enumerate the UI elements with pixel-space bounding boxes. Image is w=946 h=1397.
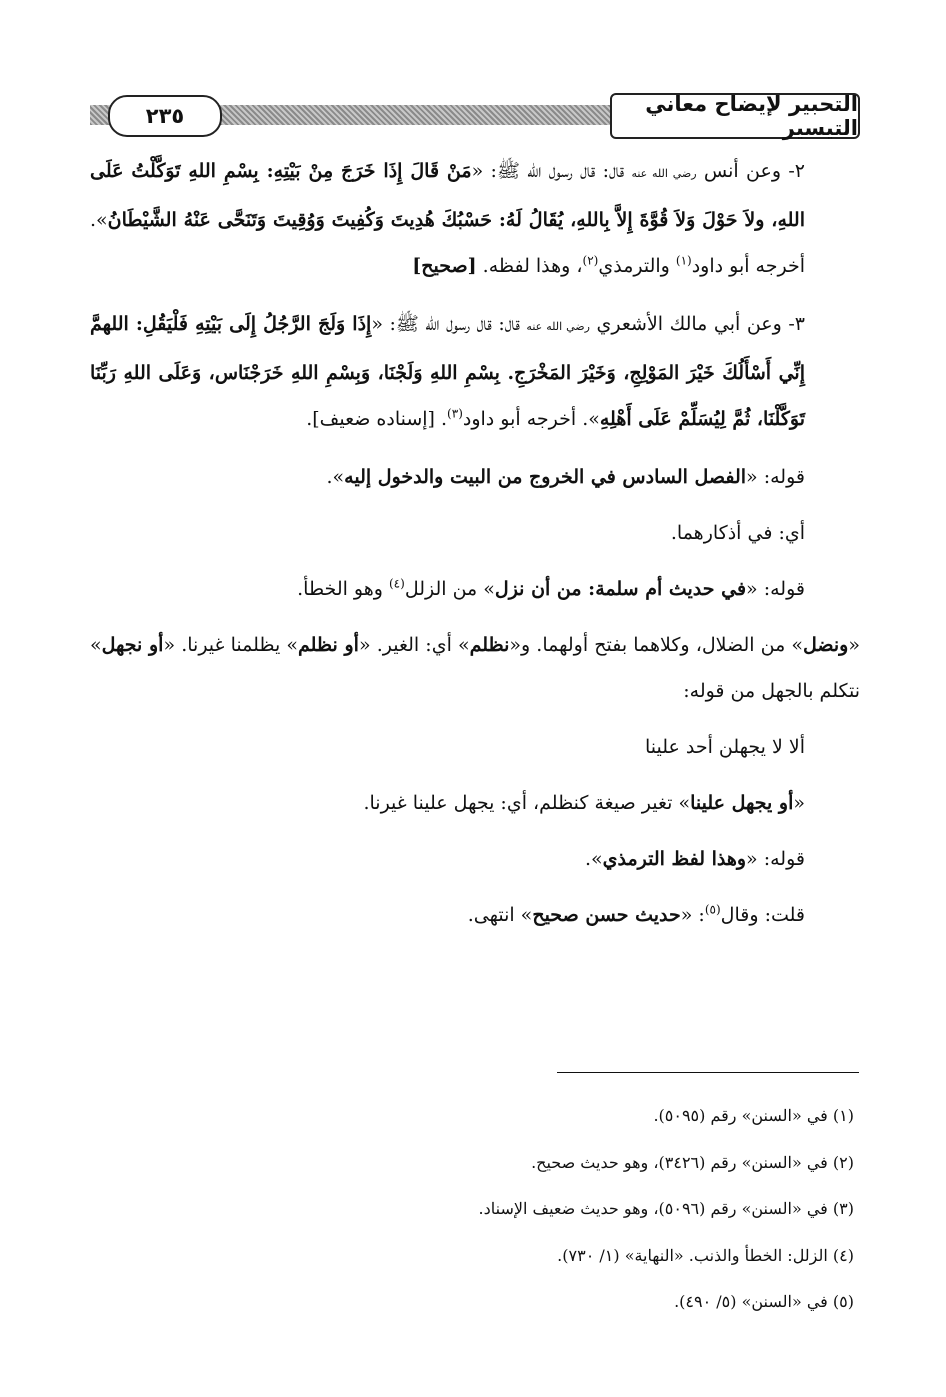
footnote-4: (٤) الزلل: الخطأ والذنب. «النهاية» (١/ ٧٣٠).	[557, 1245, 854, 1265]
page-number: ٢٣٥	[108, 95, 222, 137]
commentary-line-6: «أو يجهل علينا» تغير صيغة كنظلم، أي: يجهل علينا غيرنا.	[363, 792, 805, 814]
footnote-ref-2[interactable]: (٢)	[582, 253, 599, 268]
commentary-line-7: قوله: «وهذا لفظ الترمذي».	[584, 848, 805, 870]
footnote-ref-1[interactable]: (١)	[675, 253, 692, 268]
footnote-1: (١) في «السنن» رقم (٥٠٩٥).	[653, 1106, 854, 1125]
commentary-line-8: قلت: وقال$^{(٥)}$: «حديث حسن صحيح» انتهى.	[467, 902, 805, 926]
footnote-3: (٣) في «السنن» رقم (٥٠٩٦)، وهو حديث ضعيف الإسناد.	[478, 1199, 854, 1218]
salutation-text: ﷺ	[395, 313, 419, 335]
commentary-line-3: قوله: «في حديث أم سلمة: من أن نزل» من الزلل$^{(٤)}$ وهو الخطأ.	[297, 576, 805, 600]
commentary-line-4: «ونضل» من الضلال، وكلاهما بفتح أولهما. و«نظلم» أي: الغير. «أو نظلم» يظلمنا غيرنا. «أو نجهل» نتكلم بالجهل من قوله:	[90, 634, 860, 702]
footnote-ref-5[interactable]: (٥)	[704, 902, 721, 917]
footnote-5: (٥) في «السنن» (٥/ ٤٩٠).	[674, 1292, 854, 1311]
commentary-line-2: أي: في أذكارهما.	[670, 522, 805, 544]
honorific-text: رضي الله عنه	[526, 320, 590, 333]
footnotes	[90, 1106, 860, 1339]
commentary-line-1: قوله: «الفصل السادس في الخروج من البيت والدخول إليه».	[326, 466, 805, 488]
hadith-2: ٢- وعن أنس رضي الله عنه قال: قال رسول الله ﷺ: «مَنْ قَالَ إِذَا خَرَجَ مِنْ بَيْتِهِ: بِسْمِ اللهِ تَوَكَّلْتُ عَلَى اللهِ، ولاَ حَوْلَ وَلاَ قُوَّةَ إِلاَّ بِاللهِ، يُقَالُ لَهُ: حَسْبُكَ هُدِيتَ وَكُفِيتَ وَوُقِيتَ وَتَنَحَّى عَنْهُ الشَّيْطَانُ». أخرجه أبو داود$^{(١)}$ والترمذي$^{(٢)}$، وهذا لفظه. [صحيح]	[90, 160, 805, 277]
hadith-3-text: إِذَا وَلَجَ الرَّجُلُ إِلَى بَيْتِهِ فَلْيَقُلِ: اللهمَّ إِنِّي أَسْأَلُكَ خَيْرَ المَوْلِجِ، وَخَيْرَ المَخْرَجِ. بِسْمِ اللهِ وَلَجْنَا، وَبِسْمِ اللهِ خَرَجْنَاس، وَعَلَى اللهِ رَبِّنَا تَوَكَّلْنَا، ثُمَّ لِيُسَلِّمْ عَلَى أَهْلِهِ	[90, 313, 805, 430]
grade-sahih: [صحيح]	[412, 255, 477, 277]
footnote-ref-3[interactable]: (٣)	[447, 406, 463, 421]
footnote-2: (٢) في «السنن» رقم (٣٤٢٦)، وهو حديث صحيح.	[531, 1152, 854, 1172]
honorific-text: رضي الله عنه	[631, 167, 697, 180]
page-header	[90, 93, 860, 139]
hadith-3: ٣- وعن أبي مالك الأشعري رضي الله عنه قال: قال رسول الله ﷺ: «إِذَا وَلَجَ الرَّجُلُ إِلَى بَيْتِهِ فَلْيَقُلِ: اللهمَّ إِنِّي أَسْأَلُكَ خَيْرَ المَوْلِجِ، وَخَيْرَ المَخْرَجِ. بِسْمِ اللهِ وَلَجْنَا، وَبِسْمِ اللهِ خَرَجْنَاس، وَعَلَى اللهِ رَبِّنَا تَوَكَّلْنَا، ثُمَّ لِيُسَلِّمْ عَلَى أَهْلِهِ». أخرجه أبو داود$^{(٣)}$. [إسناده ضعيف].	[90, 313, 805, 430]
footnote-ref-4[interactable]: (٤)	[388, 576, 405, 591]
salutation-text: ﷺ	[496, 160, 520, 182]
book-title: التحبير لإيضاح معاني التيسير	[610, 93, 860, 139]
main-text	[90, 148, 860, 948]
footnote-separator	[557, 1072, 859, 1073]
hadith-2-text: مَنْ قَالَ إِذَا خَرَجَ مِنْ بَيْتِهِ: بِسْمِ اللهِ تَوَكَّلْتُ عَلَى اللهِ، ولاَ حَوْلَ وَلاَ قُوَّةَ إِلاَّ بِاللهِ، يُقَالُ لَهُ: حَسْبُكَ هُدِيتَ وَكُفِيتَ وَوُقِيتَ وَتَنَحَّى عَنْهُ الشَّيْطَانُ	[90, 160, 805, 231]
poetry-line: ألا لا يجهلن أحد علينا	[644, 736, 805, 758]
